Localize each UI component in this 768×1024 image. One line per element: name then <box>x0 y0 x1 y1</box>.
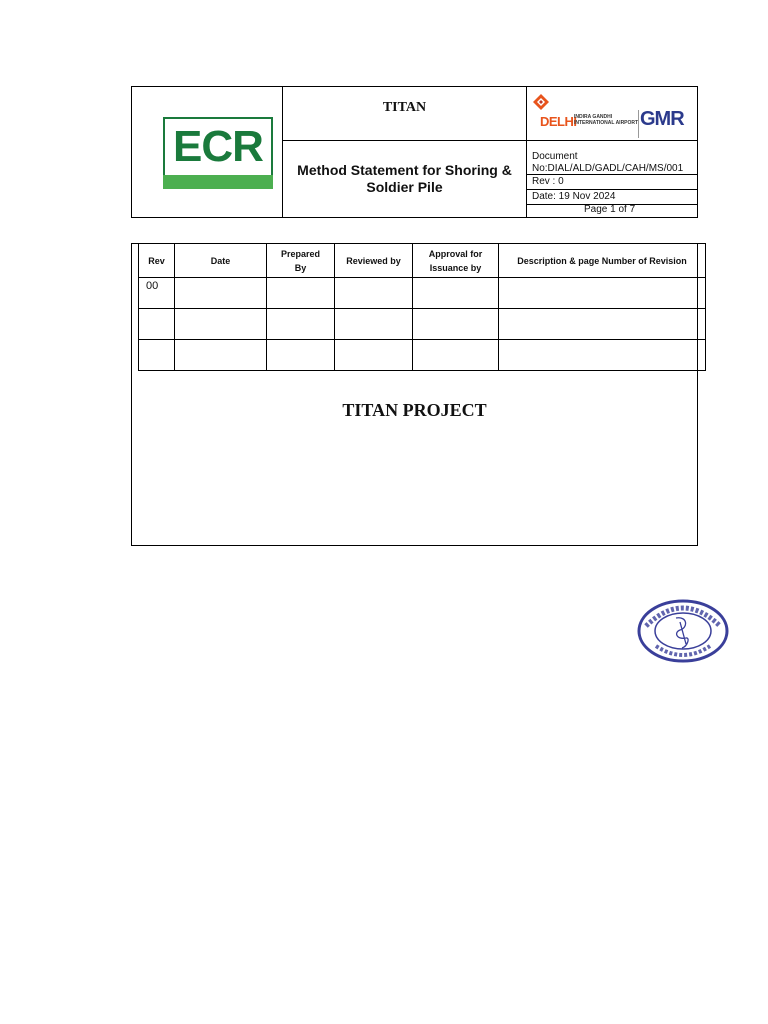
table-cell <box>139 340 175 371</box>
table-cell <box>175 278 267 309</box>
delhi-logo-word: DELHI <box>540 114 577 129</box>
table-cell: 00 <box>139 278 175 309</box>
column-header <box>413 244 499 278</box>
page-number: Page 1 of 7 <box>584 204 636 215</box>
ecr-logo-text: ECR <box>173 122 263 171</box>
column-header-text: Prepared By <box>280 248 321 273</box>
table-cell <box>413 278 499 309</box>
revision-table <box>138 243 706 371</box>
table-cell <box>499 340 706 371</box>
table-row <box>139 340 706 371</box>
revision-number: Rev : 0 <box>532 176 564 187</box>
column-header: Reviewed by <box>335 244 413 278</box>
table-row <box>139 278 706 309</box>
column-header: Date <box>175 244 267 278</box>
document-number: Document No:DIAL/ALD/GADL/CAH/MS/001 <box>532 151 684 174</box>
column-header-text: Approval for Issuance by <box>428 248 483 273</box>
project-title: TITAN PROJECT <box>342 400 487 420</box>
logo-separator <box>638 110 639 138</box>
column-header <box>267 244 335 278</box>
delhi-airport-logo <box>530 92 639 138</box>
table-cell <box>499 278 706 309</box>
table-cell <box>413 340 499 371</box>
table-cell <box>139 309 175 340</box>
header-divider <box>282 140 698 141</box>
delhi-logo-subtext: INDIRA GANDHI INTERNATIONAL AIRPORT <box>574 114 639 126</box>
table-cell <box>267 309 335 340</box>
gmr-logo: GMR <box>640 108 684 130</box>
company-seal <box>636 598 730 664</box>
header-divider <box>526 189 698 190</box>
delhi-airport-mark-icon <box>533 94 549 110</box>
document-date: Date: 19 Nov 2024 <box>532 191 616 202</box>
table-cell <box>335 340 413 371</box>
table-cell <box>267 340 335 371</box>
table-cell <box>335 278 413 309</box>
column-header: Description & page Number of Revision <box>499 244 706 278</box>
header-divider <box>526 86 527 218</box>
seal-graphic <box>636 598 730 664</box>
table-header-row <box>139 244 706 278</box>
table-cell <box>335 309 413 340</box>
table-cell <box>175 309 267 340</box>
column-header: Rev <box>139 244 175 278</box>
ecr-logo <box>163 117 273 189</box>
table-cell <box>413 309 499 340</box>
table-cell <box>175 340 267 371</box>
table-cell <box>499 309 706 340</box>
table-cell <box>267 278 335 309</box>
document-title: Method Statement for Shoring & Soldier Pile <box>297 162 512 195</box>
project-name: TITAN <box>382 100 427 115</box>
table-row <box>139 309 706 340</box>
